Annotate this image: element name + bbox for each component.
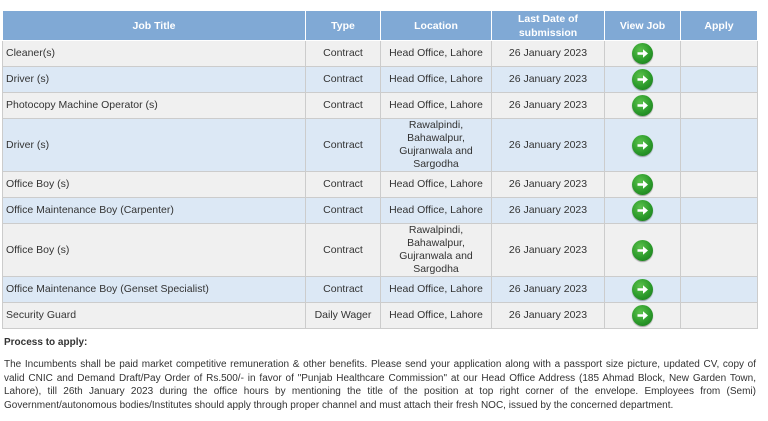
job-title-cell: Cleaner(s)	[3, 41, 306, 67]
job-title-cell: Driver (s)	[3, 67, 306, 93]
job-type-cell: Contract	[306, 93, 381, 119]
job-apply-cell[interactable]	[681, 93, 758, 119]
job-location-line: Head Office, Lahore	[389, 178, 483, 190]
arrow-right-circle-icon	[635, 308, 650, 323]
job-view-cell	[605, 303, 681, 329]
job-type-cell: Contract	[306, 41, 381, 67]
table-header-row	[3, 11, 758, 41]
header-location: Location	[381, 11, 492, 41]
job-last-date-cell: 26 January 2023	[492, 303, 605, 329]
job-title-cell: Office Maintenance Boy (Genset Specialist)	[3, 277, 306, 303]
job-type-cell: Contract	[306, 224, 381, 277]
arrow-right-circle-icon	[635, 138, 650, 153]
table-row	[3, 172, 758, 198]
job-location-line: Sargodha	[413, 158, 459, 170]
view-job-button[interactable]	[632, 95, 653, 116]
job-last-date-cell: 26 January 2023	[492, 224, 605, 277]
job-view-cell	[605, 198, 681, 224]
job-view-cell	[605, 277, 681, 303]
header-last-date-line2: submission	[518, 26, 578, 39]
job-type-cell: Contract	[306, 119, 381, 172]
job-location-line: Rawalpindi, Bahawalpur,	[407, 224, 465, 249]
view-job-button[interactable]	[632, 305, 653, 326]
job-apply-cell[interactable]	[681, 224, 758, 277]
job-location-line: Gujranwala and	[399, 145, 473, 157]
table-row	[3, 277, 758, 303]
job-last-date-cell: 26 January 2023	[492, 67, 605, 93]
header-job-title: Job Title	[3, 11, 306, 41]
job-last-date-cell: 26 January 2023	[492, 119, 605, 172]
arrow-right-circle-icon	[635, 98, 650, 113]
job-location-cell	[381, 67, 492, 93]
job-location-cell	[381, 224, 492, 277]
arrow-right-circle-icon	[635, 72, 650, 87]
job-location-line: Sargodha	[413, 263, 459, 275]
job-location-line: Head Office, Lahore	[389, 309, 483, 321]
job-type-cell: Contract	[306, 198, 381, 224]
view-job-button[interactable]	[632, 174, 653, 195]
process-body: The Incumbents shall be paid market competitive remuneration & other benefits. Please send your application along with a passport size picture, updated CV, copy of valid CNIC and Demand Draft/Pay Order of Rs.500/- in favor of "Punjab Healthcare Commission" at our Head Office Address (185 Ahmad Block, New Garden Town, Lahore), till 26th January 2023 during the office hours by mentioning the title of the position at top right corner of the envelope. Employees from (Semi) Government/autonomous bodies/Institutes should apply through proper channel and must attach their fresh NOC, issued by the concerned department.	[4, 359, 756, 411]
job-location-cell	[381, 119, 492, 172]
job-apply-cell[interactable]	[681, 67, 758, 93]
job-last-date-cell: 26 January 2023	[492, 277, 605, 303]
header-view-job: View Job	[605, 11, 681, 41]
job-view-cell	[605, 172, 681, 198]
job-type-cell: Daily Wager	[306, 303, 381, 329]
job-last-date-cell: 26 January 2023	[492, 172, 605, 198]
table-row	[3, 224, 758, 277]
arrow-right-circle-icon	[635, 177, 650, 192]
table-row	[3, 93, 758, 119]
job-title-cell: Office Boy (s)	[3, 224, 306, 277]
header-type: Type	[306, 11, 381, 41]
job-view-cell	[605, 93, 681, 119]
job-location-cell	[381, 41, 492, 67]
view-job-button[interactable]	[632, 200, 653, 221]
table-row	[3, 67, 758, 93]
process-section	[4, 337, 756, 412]
job-view-cell	[605, 41, 681, 67]
arrow-right-circle-icon	[635, 46, 650, 61]
arrow-right-circle-icon	[635, 203, 650, 218]
job-apply-cell[interactable]	[681, 41, 758, 67]
job-location-line: Head Office, Lahore	[389, 204, 483, 216]
table-row	[3, 41, 758, 67]
job-view-cell	[605, 67, 681, 93]
job-apply-cell[interactable]	[681, 198, 758, 224]
view-job-button[interactable]	[632, 279, 653, 300]
job-location-line: Gujranwala and	[399, 250, 473, 262]
header-apply: Apply	[681, 11, 758, 41]
job-title-cell: Security Guard	[3, 303, 306, 329]
view-job-button[interactable]	[632, 69, 653, 90]
job-location-cell	[381, 172, 492, 198]
view-job-button[interactable]	[632, 135, 653, 156]
header-last-date-line1: Last Date of	[517, 12, 579, 25]
job-type-cell: Contract	[306, 67, 381, 93]
arrow-right-circle-icon	[635, 243, 650, 258]
arrow-right-circle-icon	[635, 282, 650, 297]
job-type-cell: Contract	[306, 277, 381, 303]
job-title-cell: Office Maintenance Boy (Carpenter)	[3, 198, 306, 224]
job-title-cell: Office Boy (s)	[3, 172, 306, 198]
job-location-cell	[381, 277, 492, 303]
job-title-cell: Driver (s)	[3, 119, 306, 172]
job-location-line: Head Office, Lahore	[389, 99, 483, 111]
job-last-date-cell: 26 January 2023	[492, 198, 605, 224]
job-view-cell	[605, 224, 681, 277]
header-last-date	[492, 11, 605, 41]
jobs-table	[2, 10, 758, 329]
table-row	[3, 119, 758, 172]
process-heading: Process to apply:	[4, 337, 88, 348]
view-job-button[interactable]	[632, 240, 653, 261]
job-apply-cell[interactable]	[681, 303, 758, 329]
view-job-button[interactable]	[632, 43, 653, 64]
job-apply-cell[interactable]	[681, 172, 758, 198]
job-location-cell	[381, 93, 492, 119]
job-location-line: Head Office, Lahore	[389, 47, 483, 59]
table-row	[3, 198, 758, 224]
job-view-cell	[605, 119, 681, 172]
job-rows	[3, 41, 758, 329]
table-row	[3, 303, 758, 329]
job-type-cell: Contract	[306, 172, 381, 198]
job-last-date-cell: 26 January 2023	[492, 93, 605, 119]
job-location-line: Rawalpindi, Bahawalpur,	[407, 119, 465, 144]
job-location-line: Head Office, Lahore	[389, 73, 483, 85]
job-title-cell: Photocopy Machine Operator (s)	[3, 93, 306, 119]
job-location-cell	[381, 303, 492, 329]
job-apply-cell[interactable]	[681, 119, 758, 172]
job-location-line: Head Office, Lahore	[389, 283, 483, 295]
job-last-date-cell: 26 January 2023	[492, 41, 605, 67]
job-apply-cell[interactable]	[681, 277, 758, 303]
job-location-cell	[381, 198, 492, 224]
